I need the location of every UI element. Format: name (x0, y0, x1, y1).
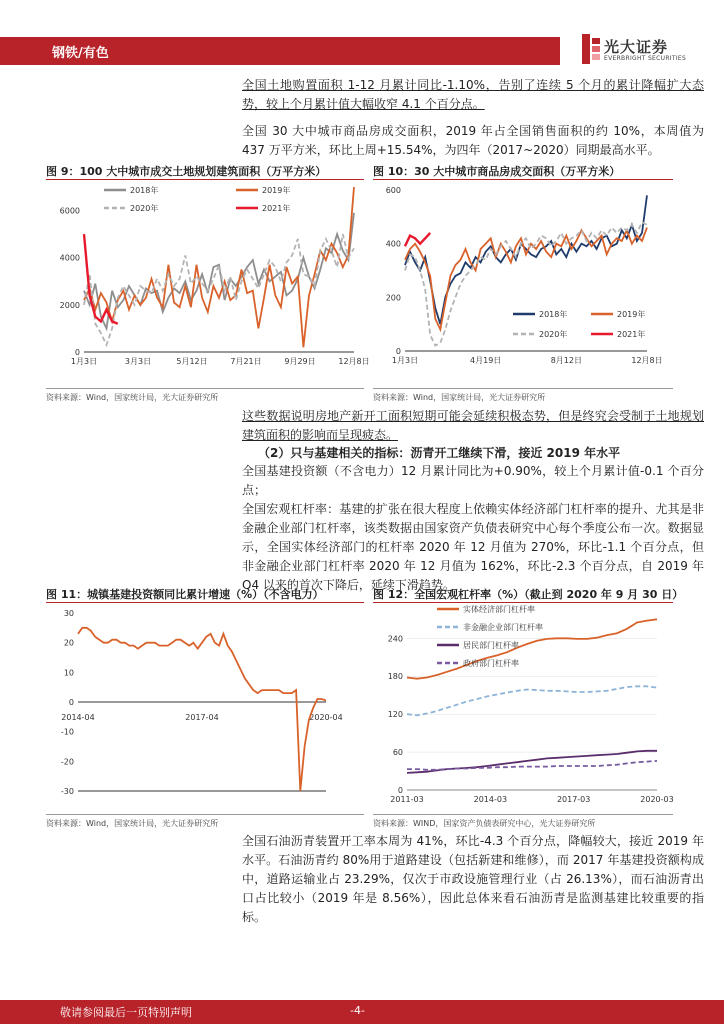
paragraph-land-purchase: 全国土地购置面积 1-12 月累计同比-1.10%，告别了连续 5 个月的累计降幅扩大态势，较上个月累计值大幅收窄 4.1 个百分点。 (242, 78, 704, 111)
paragraph-macro-leverage: 全国宏观杠杆率：基建的扩张在很大程度上依赖实体经济部门杠杆率的提升、尤其是非金融企业部门杠杆率，该类数据由国家资产负债表研究中心每个季度公布一次。数据显示，全国实体经济部门的杠杆率 2020 年 12 月值为 270%，环比-1.1 个百分点，但非金融企业部门杠杆率 2020 年 12 月值为 162%，环比-2.3 个百分点，自 2019 年 Q4 以来的首次下降后，延续下滑趋势。 (242, 502, 704, 592)
logo-text: 光大证券 (604, 38, 669, 56)
x-tick-label: 2014-04 (61, 713, 95, 722)
footer-disclaimer: 敬请参阅最后一页特别声明 (60, 1006, 192, 1019)
x-tick-label: 1月3日 (70, 357, 98, 366)
x-tick-label: 2020-04 (309, 713, 343, 722)
fig11-rule (46, 602, 364, 603)
fig9-rule (46, 179, 364, 180)
y-tick-label: 200 (385, 293, 401, 303)
legend-label: 实体经济部门杠杆率 (463, 605, 535, 614)
y-tick-label: 180 (387, 672, 403, 682)
x-tick-label: 2014-03 (473, 795, 508, 804)
legend-label: 居民部门杠杆率 (463, 641, 519, 650)
x-tick-label: 2017-04 (185, 713, 219, 722)
series-line-main (78, 628, 326, 791)
legend-label: 2018年 (539, 310, 568, 319)
y-tick-label: 6000 (59, 206, 80, 216)
paragraph-infra-investment: 全国基建投资额（不含电力）12 月累计同比为+0.90%，较上个月累计值-0.1 个百分点； (242, 464, 704, 497)
y-tick-label: 4000 (59, 253, 80, 263)
x-tick-label: 1月3日 (391, 356, 419, 365)
page-footer (0, 1000, 724, 1024)
section-heading-infrastructure: （2）只与基建相关的指标：沥青开工继续下滑，接近 2019 年水平 (258, 446, 621, 460)
fig10-chart (373, 182, 673, 382)
x-tick-label: 7月21日 (230, 357, 262, 366)
legend-label: 2019年 (262, 186, 291, 195)
series-line-2020年 (84, 234, 354, 345)
series-line-2018年 (84, 213, 354, 329)
paragraph-land-conclusion: 这些数据说明房地产新开工面积短期可能会延续积极态势，但是终究会受制于土地规划建筑面积的影响而呈现疲态。 (242, 409, 704, 442)
fig12-title: 图 12：全国宏观杠杆率（%）（截止到 2020 年 9 月 30 日） (373, 588, 684, 601)
series-line-居民部门杠杆率 (407, 751, 657, 773)
section-header (0, 37, 560, 65)
y-tick-label: -20 (60, 757, 74, 767)
y-tick-label: 10 (63, 668, 74, 678)
paragraph-30-cities: 全国 30 大中城市商品房成交面积，2019 年占全国销售面积的约 10%，本周值为 437 万平方米，环比上周+15.54%，为四年（2017~2020）同期最高水平。 (242, 124, 704, 157)
fig9-source: 资料来源：Wind，国家统计局，光大证券研究所 (46, 393, 219, 402)
y-tick-label: 600 (385, 186, 401, 195)
fig9-chart (46, 182, 370, 382)
x-tick-label: 9月29日 (284, 357, 316, 366)
y-tick-label: -10 (60, 727, 74, 737)
fig11-title: 图 11：城镇基建投资额同比累计增速（%）（不含电力） (46, 588, 324, 601)
y-tick-label: 30 (63, 609, 74, 618)
y-tick-label: 240 (387, 634, 403, 644)
company-logo (582, 34, 712, 68)
y-tick-label: 120 (387, 710, 403, 720)
series-line-2018年 (405, 195, 647, 324)
y-tick-label: 0 (397, 786, 403, 795)
legend-label: 2019年 (617, 310, 646, 319)
y-tick-label: 400 (385, 239, 401, 249)
logo-mark-icon (582, 34, 600, 64)
fig12-rule (373, 602, 673, 603)
fig10-source: 资料来源：Wind，国家统计局，光大证券研究所 (373, 393, 546, 402)
legend-label: 2021年 (617, 330, 646, 339)
y-tick-label: 20 (63, 638, 74, 648)
x-tick-label: 2011-03 (390, 795, 424, 804)
fig10-rule (373, 179, 673, 180)
legend-label: 2020年 (130, 204, 159, 213)
series-line-2021年 (84, 234, 118, 324)
y-tick-label: 2000 (59, 300, 80, 310)
legend-label: 2021年 (262, 204, 291, 213)
x-tick-label: 3月3日 (124, 357, 152, 366)
y-tick-label: -30 (60, 787, 74, 796)
series-line-2021年 (405, 233, 430, 246)
x-tick-label: 12月8日 (338, 357, 370, 366)
y-tick-label: 60 (392, 748, 403, 758)
fig12-source: 资料来源：WIND，国家资产负债表研究中心，光大证券研究所 (373, 819, 596, 828)
fig11-chart (46, 605, 364, 810)
fig12-chart (373, 605, 673, 810)
series-line-政府部门杠杆率 (407, 761, 657, 770)
series-line-非金融企业部门杠杆率 (407, 686, 657, 715)
legend-label: 非金融企业部门杠杆率 (463, 623, 543, 632)
y-tick-label: 0 (68, 698, 74, 707)
page-number: -4- (350, 1004, 365, 1017)
legend-label: 2020年 (539, 330, 568, 339)
fig11-source: 资料来源：Wind，国家统计局，光大证券研究所 (46, 819, 219, 828)
x-tick-label: 4月19日 (470, 356, 502, 365)
legend-label: 2018年 (130, 186, 159, 195)
x-tick-label: 2017-03 (556, 795, 591, 804)
logo-english: EVERBRIGHT SECURITIES (604, 55, 687, 62)
x-tick-label: 5月12日 (176, 357, 208, 366)
paragraph-asphalt: 全国石油沥青装置开工率本周为 41%，环比-4.3 个百分点，降幅较大，接近 2019 年水平。石油沥青约 80%用于道路建设（包括新建和维修），而 2017 年基建投资额构成中，道路运输业占 23.29%，仅次于市政设施管理行业（占 26.13%），而石油沥青出口占比较小（2019 年是 8.56%），因此总体来看石油沥青是监测基建比较重要的指标。 (242, 834, 704, 924)
x-tick-label: 2020-03 (640, 795, 674, 804)
legend-label: 政府部门杠杆率 (463, 659, 519, 668)
x-tick-label: 8月12日 (550, 356, 582, 365)
fig10-title: 图 10：30 大中城市商品房成交面积（万平方米） (373, 165, 621, 178)
fig9-title: 图 9：100 大中城市成交土地规划建筑面积（万平方米） (46, 165, 327, 178)
y-tick-label: 0 (74, 348, 80, 357)
y-tick-label: 0 (395, 347, 401, 356)
section-label: 钢铁/有色 (52, 46, 109, 61)
x-tick-label: 12月8日 (631, 356, 663, 365)
